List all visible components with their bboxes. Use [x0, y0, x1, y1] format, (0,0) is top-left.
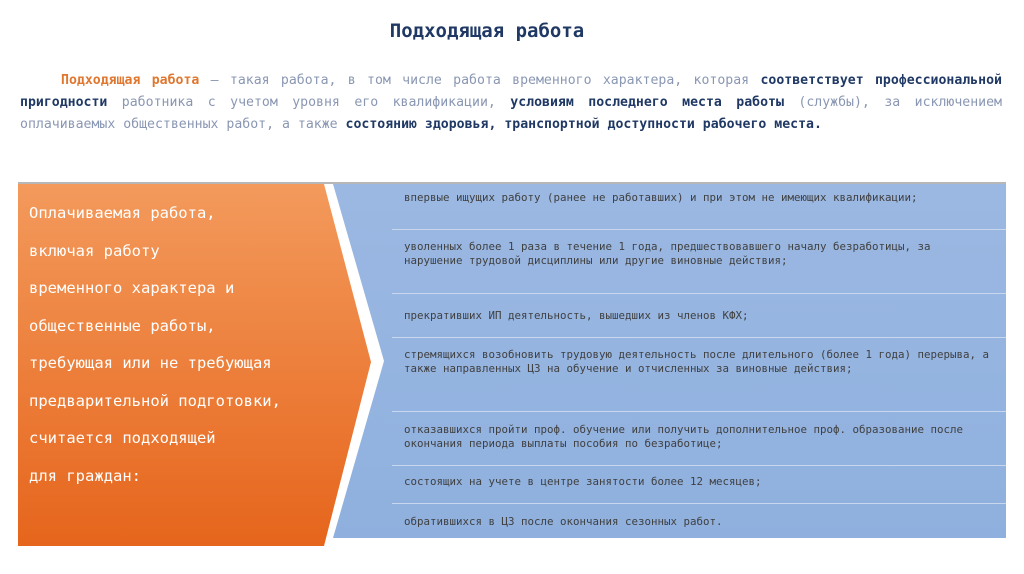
intro-text-1: – такая работа, в том числе работа временного характера, которая: [199, 73, 761, 88]
item-separator: [392, 411, 1006, 412]
list-item: отказавшихся пройти проф. обучение или получить дополнительное проф. образование после окончания периода выплаты пособия по безработице;: [404, 423, 964, 450]
list-item: уволенных более 1 раза в течение 1 года, предшествовавшего началу безработицы, за нарушение трудовой дисциплины или другие виновные действия;: [404, 240, 931, 267]
item-separator: [392, 465, 1006, 466]
item-separator: [392, 229, 1006, 230]
left-line: Оплачиваемая работа,: [29, 204, 216, 222]
intro-text-3: (службы), за исключением оплачиваемых общественных работ, а также: [20, 95, 1002, 132]
page-title: Подходящая работа: [389, 20, 585, 42]
term-highlight: Подходящая работа: [61, 73, 200, 88]
list-item: впервые ищущих работу (ранее не работавших) и при этом не имеющих квалификации;: [404, 191, 918, 204]
list-item: прекративших ИП деятельность, вышедших из членов КФХ;: [404, 309, 749, 322]
left-line: предварительной подготовки,: [29, 391, 281, 410]
item-separator: [392, 293, 1006, 294]
list-item: состоящих на учете в центре занятости более 12 месяцев;: [404, 475, 762, 488]
left-line: временного характера и: [29, 279, 235, 297]
list-item: стремящихся возобновить трудовую деятельность после длительного (более 1 года) перерыва, а также направленных ЦЗ на обучение и отчисленных за виновные действия;: [404, 348, 990, 375]
intro-text-2: работника с учетом уровня его квалификации,: [107, 95, 511, 110]
left-line: включая работу: [29, 241, 160, 260]
left-line: считается подходящей: [29, 429, 216, 447]
left-line: общественные работы,: [29, 316, 216, 335]
criterion-health-transport: состоянию здоровья, транспортной доступности рабочего места.: [345, 117, 822, 132]
left-line: требующая или не требующая: [29, 354, 272, 372]
list-item: обратившихся в ЦЗ после окончания сезонных работ.: [404, 515, 723, 528]
item-separator: [392, 503, 1006, 504]
left-line: для граждан:: [29, 466, 141, 485]
criterion-last-job: условиям последнего места работы: [510, 95, 784, 110]
item-separator: [392, 337, 1006, 338]
criterion-professional: соответствует профессиональной пригодности: [20, 73, 1002, 110]
